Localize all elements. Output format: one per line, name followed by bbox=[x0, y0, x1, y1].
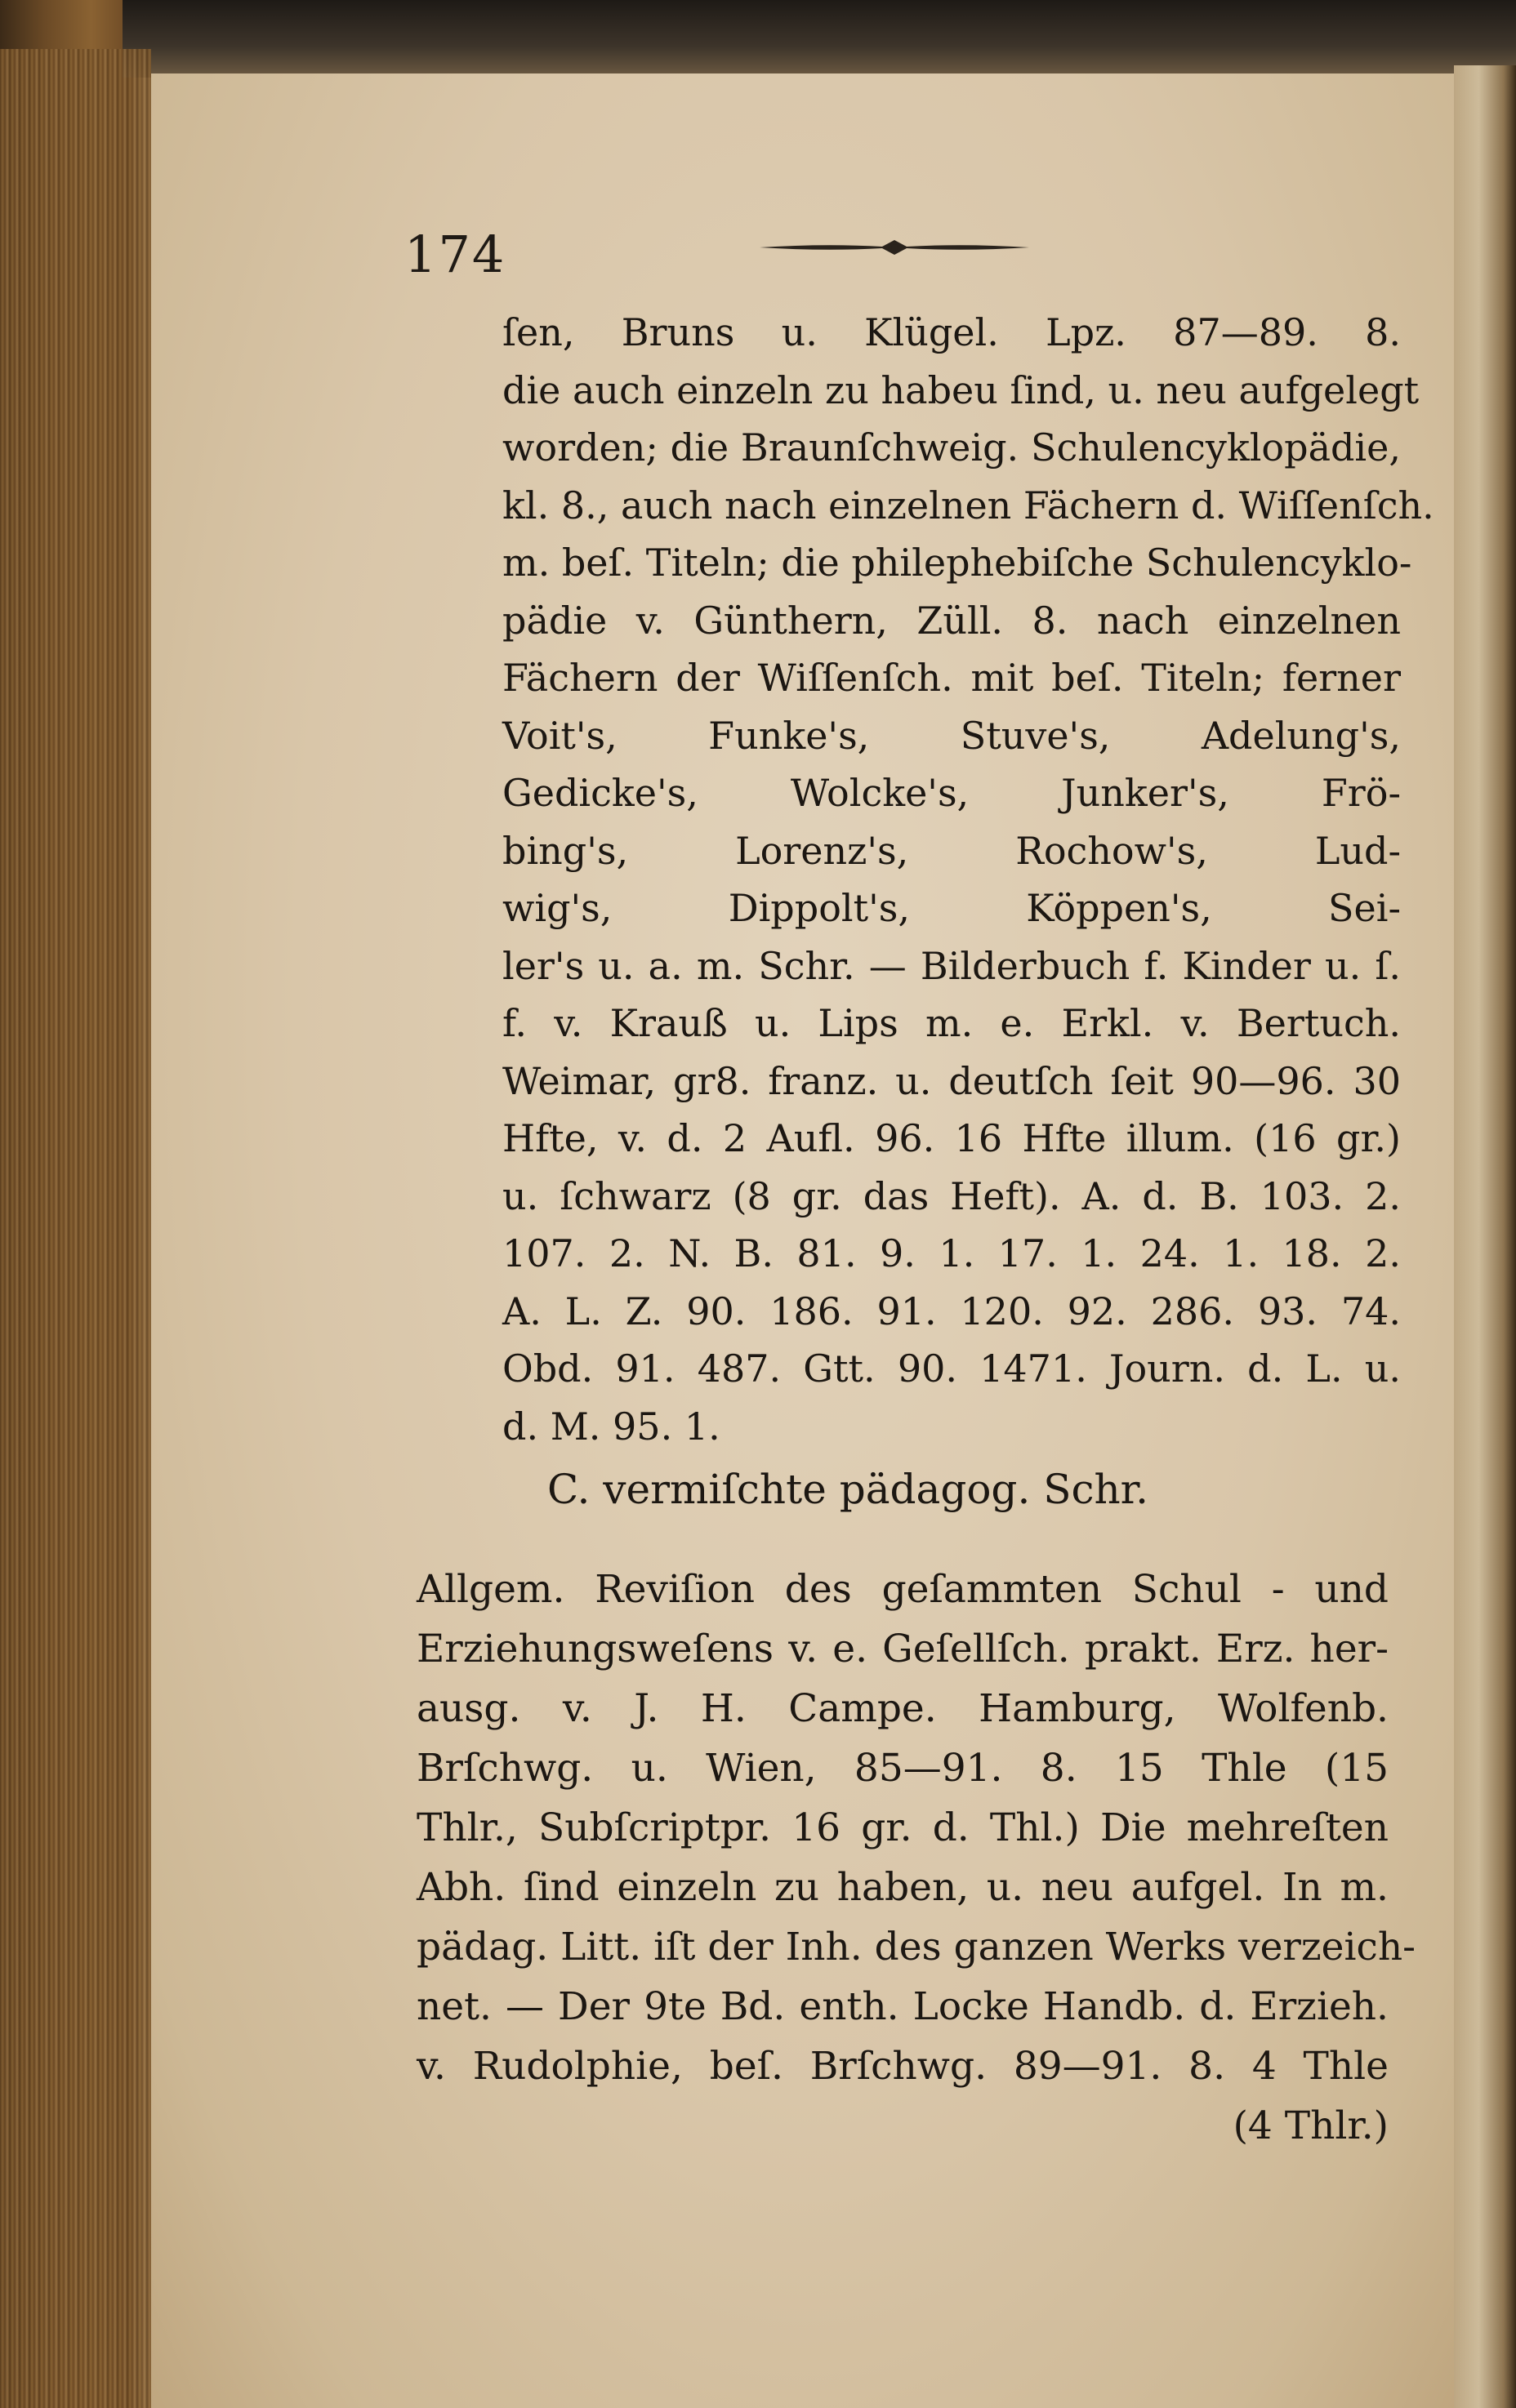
text-line: Weimar, gr8. franz. u. deutſch ſeit 90—96. 30 bbox=[502, 1058, 1401, 1103]
text-line: Brſchwg. u. Wien, 85—91. 8. 15 Thle (15 bbox=[417, 1746, 1389, 1791]
text-line: kl. 8., auch nach einzelnen Fächern d. Wiſſenſch. bbox=[502, 483, 1434, 527]
header-ornament bbox=[760, 235, 1029, 260]
text-line: worden; die Braunſchweig. Schulencyklopädie, bbox=[502, 425, 1401, 470]
text-line: Hfte, v. d. 2 Aufl. 96. 16 Hfte illum. (16 gr.) bbox=[502, 1116, 1401, 1160]
text-line: ler's u. a. m. Schr. — Bilderbuch f. Kinder u. ſ. bbox=[502, 943, 1401, 988]
book-binding-top bbox=[123, 0, 1516, 78]
text-line: Obd. 91. 487. Gtt. 90. 1471. Journ. d. L. u. bbox=[502, 1346, 1401, 1391]
page-edge-right bbox=[1454, 65, 1516, 2408]
text-line: die auch einzeln zu habeu ſind, u. neu aufgelegt bbox=[502, 367, 1420, 412]
text-line: Gedicke's, Wolcke's, Junker's, Frö- bbox=[502, 771, 1401, 815]
text-line: ſen, Bruns u. Klügel. Lpz. 87—89. 8. bbox=[502, 310, 1401, 354]
text-block-section-one bbox=[502, 304, 1434, 1455]
text-line: 107. 2. N. B. 81. 9. 1. 17. 1. 24. 1. 18. 2. bbox=[502, 1231, 1401, 1275]
text-line: Voit's, Funke's, Stuve's, Adelung's, bbox=[502, 713, 1401, 758]
text-line: Thlr., Subſcriptpr. 16 gr. d. Thl.) Die mehreſten bbox=[417, 1805, 1389, 1850]
section-heading: C. vermiſchte pädagog. Schr. bbox=[547, 1466, 1148, 1513]
text-line: f. v. Krauß u. Lips m. e. Erkl. v. Bertuch. bbox=[502, 1001, 1401, 1045]
text-line: A. L. Z. 90. 186. 91. 120. 92. 286. 93. 74. bbox=[502, 1289, 1401, 1333]
text-line: (4 Thlr.) bbox=[1233, 2103, 1389, 2148]
page-edges-left bbox=[0, 49, 151, 2408]
text-line: v. Rudolphie, beſ. Brſchwg. 89—91. 8. 4 Thle bbox=[417, 2044, 1389, 2089]
text-line: Abh. ſind einzeln zu haben, u. neu aufgel. In m. bbox=[417, 1865, 1389, 1910]
text-line: Allgem. Reviſion des geſammten Schul - und bbox=[417, 1567, 1389, 1612]
text-line: d. M. 95. 1. bbox=[502, 1404, 720, 1449]
text-line: ausg. v. J. H. Campe. Hamburg, Wolfenb. bbox=[417, 1686, 1389, 1731]
text-line: pädie v. Günthern, Züll. 8. nach einzelnen bbox=[502, 598, 1401, 643]
text-line: Erziehungsweſens v. e. Geſellſch. prakt. Erz. her- bbox=[417, 1627, 1389, 1671]
text-line: pädag. Litt. iſt der Inh. des ganzen Werks verzeich- bbox=[417, 1925, 1416, 1970]
text-line: net. — Der 9te Bd. enth. Locke Handb. d. Erzieh. bbox=[417, 1984, 1389, 2029]
text-line: wig's, Dippolt's, Köppen's, Sei- bbox=[502, 886, 1401, 930]
text-block-section-two bbox=[417, 1560, 1416, 2156]
page-number: 174 bbox=[404, 225, 506, 284]
text-line: u. ſchwarz (8 gr. das Heft). A. d. B. 103. 2. bbox=[502, 1173, 1401, 1218]
text-line: Fächern der Wiſſenſch. mit beſ. Titeln; ferner bbox=[502, 656, 1401, 700]
text-line: bing's, Lorenz's, Rochow's, Lud- bbox=[502, 828, 1401, 873]
text-line: m. beſ. Titeln; die philephebiſche Schulencyklo- bbox=[502, 541, 1412, 585]
